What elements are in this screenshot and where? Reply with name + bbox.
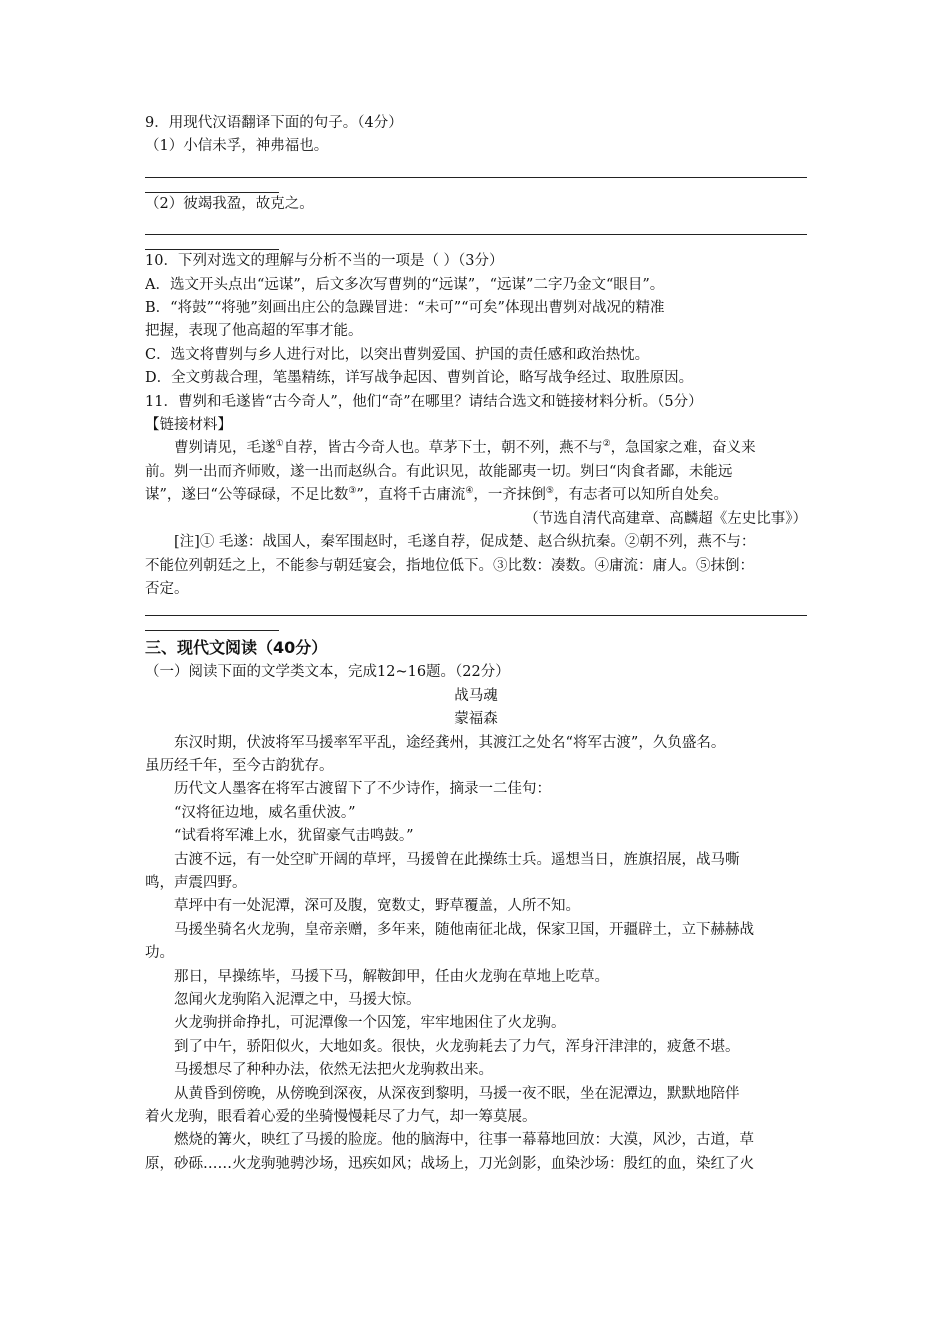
- note-line: [注]① 毛遂：战国人，秦军围赵时，毛遂自荐，促成楚、赵合纵抗秦。②朝不列，燕不与：: [174, 534, 756, 551]
- paragraph: “汉将征边地，威名重伏波。”: [174, 804, 356, 821]
- link-material-label: 【链接材料】: [145, 417, 232, 434]
- paragraph: 忽闻火龙驹陷入泥潭之中，马援大惊。: [174, 992, 421, 1008]
- paragraph: 马援想尽了种种办法，依然无法把火龙驹救出来。: [174, 1062, 493, 1079]
- paragraph: 历代文人墨客在将军古渡留下了不少诗作，摘录一二佳句：: [174, 781, 551, 798]
- section-instruction: （一）阅读下面的文学类文本，完成12~16题。（22分）: [145, 664, 510, 681]
- paragraph: 东汉时期，伏波将军马援率军平乱，途经龚州，其渡江之处名“将军古渡”，久负盛名。: [174, 734, 726, 751]
- material-text: ，有志者可以知所自处矣。: [553, 487, 728, 504]
- footnote-mark: ①: [275, 439, 284, 450]
- exam-page: [145, 112, 807, 1176]
- paragraph-cont: 着火龙驹，眼看着心爱的坐骑慢慢耗尽了力气，却一筹莫展。: [145, 1109, 537, 1126]
- story-author: 蒙福森: [454, 711, 498, 728]
- q10-option-b: B．“将鼓”“将驰”刻画出庄公的急躁冒进：“未可”“可矣”体现出曹刿对战况的精准: [145, 300, 665, 317]
- section-heading: 三、现代文阅读（40分）: [145, 638, 328, 658]
- emphasis-mark: 不: [337, 253, 352, 270]
- paragraph-cont: 虽历经千年，至今古韵犹存。: [145, 757, 334, 774]
- paragraph: 古渡不远，有一处空旷开阔的草坪，马援曾在此操练士兵。遥想当日，旌旗招展，战马嘶: [174, 851, 740, 868]
- emphasis-mark: 当: [351, 253, 367, 270]
- q11-title: 11．曹刿和毛遂皆“古今奇人”，他们“奇”在哪里？请结合选文和链接材料分析。（5分）: [145, 393, 703, 410]
- material-text: ”，直将千古庸流: [356, 487, 466, 504]
- note-line: 否定。: [145, 580, 189, 597]
- material-line: [145, 484, 807, 507]
- paragraph-cont: 原，砂砾……火龙驹驰骋沙场，迅疾如风；战场上，刀光剑影，血染沙场：殷红的血，染红了火: [145, 1155, 754, 1172]
- paragraph: 到了中午，骄阳似火，大地如炙。很快，火龙驹耗去了力气，浑身汗津津的，疲惫不堪。: [174, 1038, 740, 1055]
- paragraph-cont: 鸣，声震四野。: [145, 874, 247, 891]
- footnote-mark: ②: [602, 439, 611, 450]
- paragraph: “试看将军滩上水，犹留豪气击鸣鼓。”: [174, 828, 414, 845]
- footnote-mark: ③: [348, 486, 357, 497]
- paragraph: 燃烧的篝火，映红了马援的脸庞。他的脑海中，往事一幕幕地回放：大漠，风沙，古道，草: [174, 1132, 754, 1149]
- material-line: [145, 437, 807, 460]
- story-title: 战马魂: [454, 687, 498, 704]
- material-line: 前。刿一出而齐师败，遂一出而赵纵合。有此识见，故能鄙夷一切。刿曰“肉食者鄙，未能远: [145, 463, 733, 480]
- q10-title: [145, 250, 807, 273]
- q10-option-a: A．选文开头点出“远谋”，后文多次写曹刿的“远谋”，“远谋”二字乃金文“眼目”。: [145, 276, 665, 293]
- paragraph: 火龙驹拼命挣扎，可泥潭像一个囚笼，牢牢地困住了火龙驹。: [174, 1015, 566, 1032]
- q10-title-post: 的一项是（ ）（3分）: [366, 253, 504, 270]
- paragraph: 从黄昏到傍晚，从傍晚到深夜，从深夜到黎明，马援一夜不眠，坐在泥潭边，默默地陪伴: [174, 1085, 740, 1102]
- q9-sentence-2: （2）彼竭我盈，故克之。: [145, 195, 314, 212]
- note-line: 不能位列朝廷之上，不能参与朝廷宴会，指地位低下。③比数：凑数。④庸流：庸人。⑤抹倒：: [145, 557, 754, 574]
- paragraph: 草坪中有一处泥潭，深可及腹，宽数丈，野草覆盖，人所不知。: [174, 898, 580, 915]
- paragraph: 马援坐骑名火龙驹，皇帝亲赠，多年来，随他南征北战，保家卫国，开疆辟土，立下赫赫战: [174, 921, 754, 938]
- q10-title-pre: 10．下列对选文的理解与分析: [145, 253, 338, 270]
- material-source: （节选自清代高建章、高麟超《左史比事》）: [524, 510, 807, 527]
- paragraph: 那日，早操练毕，马援下马，解鞍卸甲，任由火龙驹在草地上吃草。: [174, 968, 609, 985]
- q9-title: 9．用现代汉语翻译下面的句子。（4分）: [145, 115, 403, 131]
- q10-option-c: C．选文将曹刿与乡人进行对比，以突出曹刿爱国、护国的责任感和政治热忱。: [145, 346, 650, 363]
- material-text: 曹刿请见，毛遂: [174, 440, 276, 457]
- footnote-mark: ④: [465, 486, 474, 497]
- paragraph-cont: 功。: [145, 945, 174, 962]
- q10-option-b-cont: 把握，表现了他高超的军事才能。: [145, 323, 363, 340]
- q10-option-d: D．全文剪裁合理，笔墨精练，详写战争起因、曹刿首论，略写战争经过、取胜原因。: [145, 370, 694, 387]
- footnote-mark: ⑤: [545, 486, 554, 497]
- q9-sentence-1: （1）小信未孚，神弗福也。: [145, 138, 329, 155]
- material-text: ，一齐抹倒: [473, 487, 546, 504]
- material-text: 自荐，皆古今奇人也。草茅下士，朝不列，燕不与: [283, 440, 603, 457]
- material-text: 谋”，遂曰“公等碌碌，不足比数: [145, 487, 349, 504]
- material-text: ，急国家之难，奋义来: [610, 440, 756, 457]
